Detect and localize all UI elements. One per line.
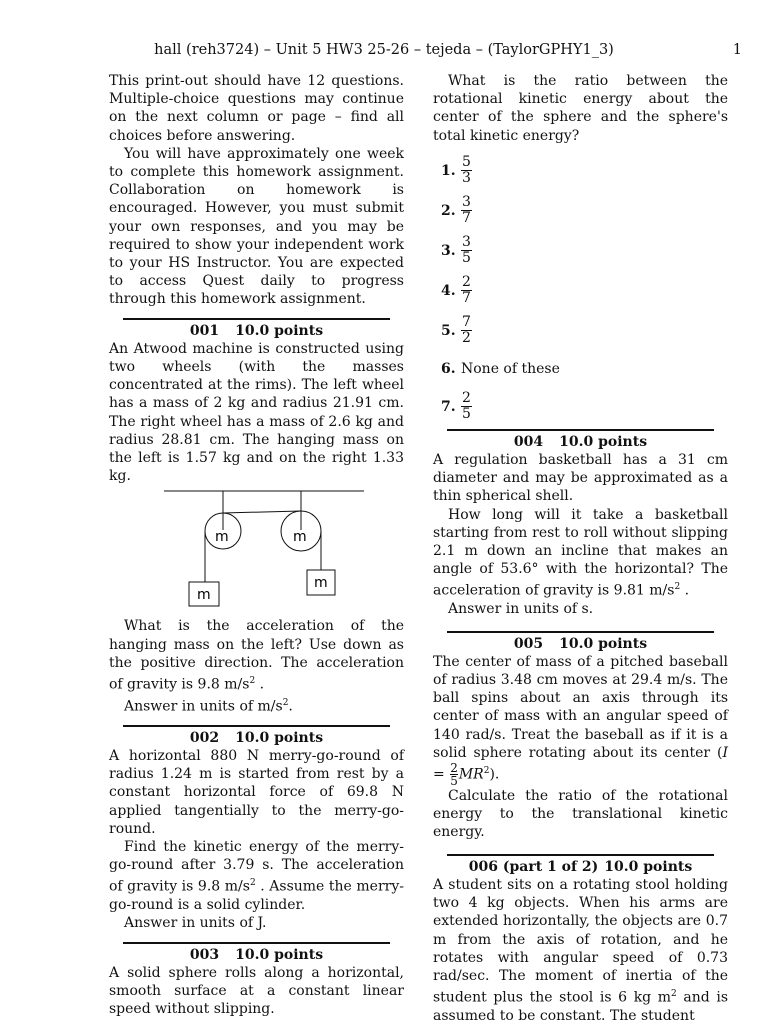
page-header (0, 42, 768, 62)
question-006-text: A student sits on a rotating stool holding two 4 kg objects. When his arms are extended horizontally, the objects are 0.7 m from the axis of rotation, and he rotates with angular speed of 0.73 rad/sec. The moment of inertia of the student plus the stool is 6 kg $m^2$ and is assumed to be constant. The student (433, 876, 729, 1024)
question-005-text: The center of mass of a pitched baseball of radius 3.48 cm moves at 29.4 m/s. The ball spins about an axis through its center of mass with an angular speed of 140 rad/s. Treat the baseball as if it is a solid sphere rotating about its center (I = $\frac{2}{5}$ $MR^2$). (433, 653, 728, 789)
right-wheel-label: m (293, 529, 307, 546)
question-002-answer-units: Answer in units of J. (124, 915, 267, 932)
connecting-rope (223, 511, 301, 513)
intro-paragraph-1: This print-out should have 12 questions. Multiple-choice questions may continue on the next column or page – find all choices before answering. (109, 73, 404, 144)
question-points: 10.0 points (235, 729, 324, 746)
intro-paragraph-2: You will have approximately one week to complete this homework assignment. Collaboration on homework is encouraged. However, you must submit your own responses, and you may be required to show your independent work to your HS Instructor. You are expected to access Quest daily to progress through this homework assignment. (109, 145, 404, 308)
page-number: 1 (732, 42, 742, 58)
question-005-header (447, 631, 714, 653)
question-number: 002 (189, 729, 220, 746)
question-001-header (123, 318, 390, 340)
question-002-text: A horizontal 880 N merry-go-round of radius 1.24 m is started from rest by a constant horizontal force of 69.8 N applied tangentially to the merry-go-round. (109, 748, 404, 837)
choice-4[interactable]: 4. $\frac{2}{7}$ (441, 274, 471, 307)
question-003-text: A solid sphere rolls along a horizontal, smooth surface at a constant linear speed without slipping. (109, 964, 404, 1018)
question-002-header (123, 725, 390, 747)
left-wheel-label: m (215, 529, 229, 546)
question-004-answer-units: Answer in units of s. (448, 601, 594, 618)
question-number: 004 (513, 433, 544, 450)
question-005-prompt: Calculate the ratio of the rotational energy to the translational kinetic energy. (433, 788, 728, 841)
question-number: 001 (189, 322, 220, 339)
choice-6[interactable]: 6. None of these (441, 360, 560, 377)
question-number: 003 (189, 946, 220, 963)
header-title: hall (reh3724) – Unit 5 HW3 25-26 – tejeda – (TaylorGPHY1_3) (154, 42, 614, 58)
right-column (433, 72, 728, 1025)
choice-5[interactable]: 5. $\frac{7}{2}$ (441, 314, 471, 347)
choice-3[interactable]: 3. $\frac{3}{5}$ (441, 234, 471, 267)
choice-1[interactable]: 1. $\frac{5}{3}$ (441, 154, 471, 187)
question-001-prompt: What is the acceleration of the hanging mass on the left? Use down as the positive direction. The acceleration of gravity is 9.8 $m/s^2$ . (109, 618, 404, 693)
question-points: 10.0 points (235, 322, 324, 339)
question-points: 10.0 points (559, 433, 648, 450)
question-001-text: An Atwood machine is constructed using two wheels (with the masses concentrated at the rims). The left wheel has a mass of 2 kg and radius 21.91 cm. The right wheel has a mass of 2.6 kg and radius 28.81 cm. The hanging mass on the left is 1.57 kg and on the right 1.33 kg. (109, 340, 404, 485)
question-004-header (447, 429, 714, 451)
question-number: 006 (part 1 of 2) (468, 858, 599, 875)
question-points: 10.0 points (604, 858, 693, 875)
question-001-answer-units: Answer in units of $m/s^2$. (124, 697, 293, 715)
question-points: 10.0 points (559, 635, 648, 652)
question-003-choices (433, 151, 728, 427)
question-number: 005 (513, 635, 544, 652)
question-004-prompt: How long will it take a basketball starting from rest to roll without slipping 2.1 m down an incline that makes an angle of 53.6° with the horizontal? The acceleration of gravity is 9.81 $m/s^2$ . (433, 506, 728, 600)
choice-2[interactable]: 2. $\frac{3}{7}$ (441, 194, 471, 227)
question-003-header (123, 942, 390, 964)
question-004-text: A regulation basketball has a 31 cm diameter and may be approximated as a thin spherical shell. (433, 452, 728, 505)
question-003-prompt: What is the ratio between the rotational kinetic energy about the center of the sphere and the sphere's total kinetic energy? (433, 73, 728, 144)
left-column (109, 72, 404, 1019)
question-002-prompt: Find the kinetic energy of the merry-go-round after 3.79 s. The acceleration of gravity is 9.8 $m/s^2$ . Assume the merry-go-round is a solid cylinder. (109, 839, 404, 914)
question-points: 10.0 points (235, 946, 324, 963)
question-006-header (447, 854, 714, 876)
right-mass-label: m (314, 575, 328, 592)
choice-7[interactable]: 7. $\frac{2}{5}$ (441, 390, 471, 423)
left-mass-label: m (197, 587, 211, 604)
atwood-machine-diagram (109, 485, 404, 617)
